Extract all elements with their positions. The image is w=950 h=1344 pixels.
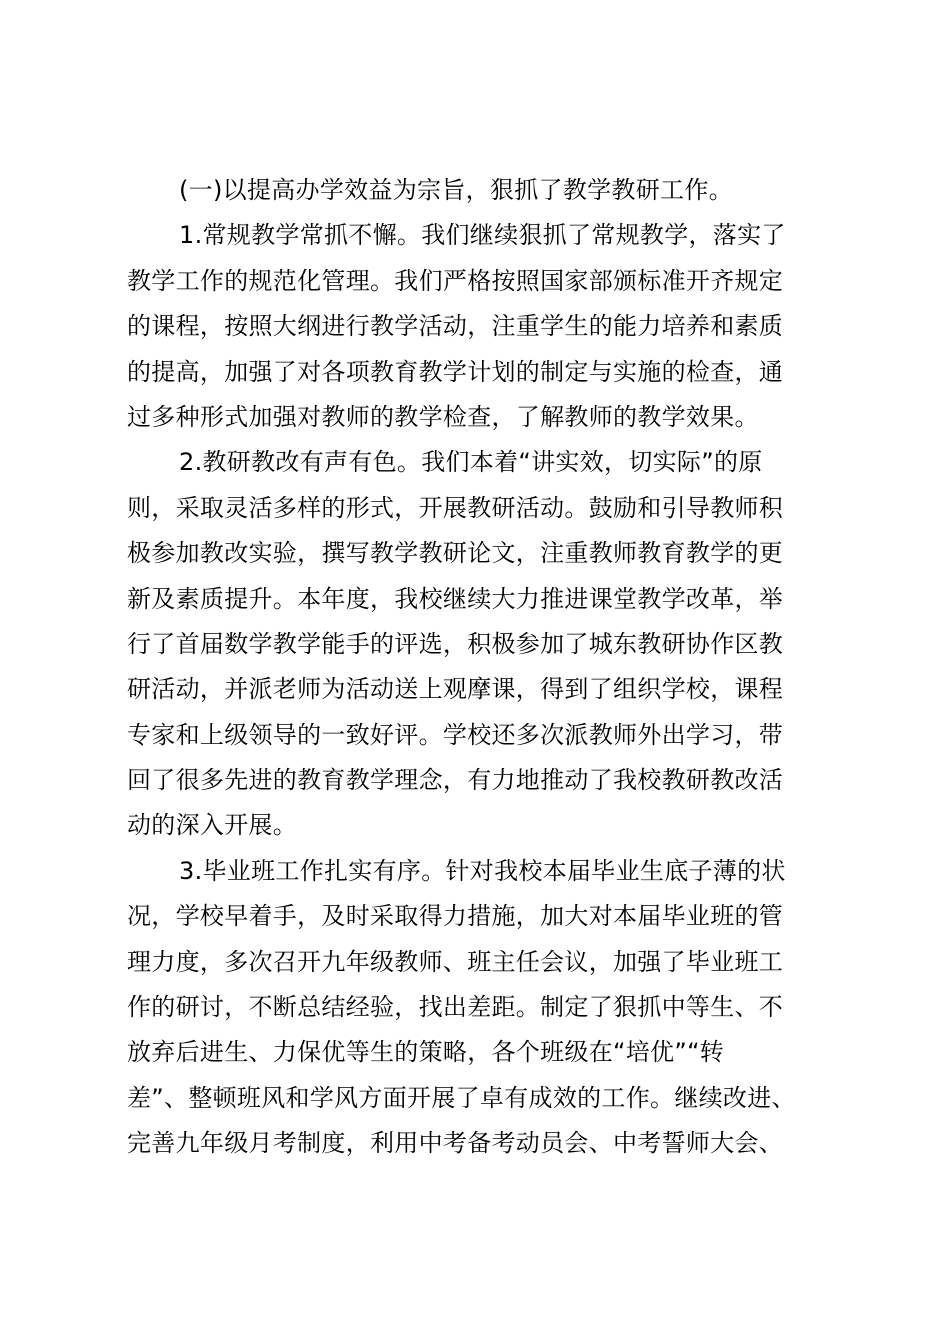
paragraph-1-line-3: 的课程，按照大纲进行教学活动，注重学生的能力培养和素质 bbox=[127, 312, 784, 341]
paragraph-1-line-1: 1.常规教学常抓不懈。我们继续狠抓了常规教学，落实了 bbox=[179, 221, 786, 250]
paragraph-2-line-6: 研活动，并派老师为活动送上观摩课，得到了组织学校，课程 bbox=[127, 675, 784, 704]
paragraph-3-line-2: 况，学校早着手，及时采取得力措施，加大对本届毕业班的管 bbox=[127, 902, 784, 931]
paragraph-2-line-8: 回了很多先进的教育教学理念，有力地推动了我校教研教改活 bbox=[127, 766, 784, 795]
paragraph-1-line-2: 教学工作的规范化管理。我们严格按照国家部颁标准开齐规定 bbox=[127, 266, 784, 295]
paragraph-3-line-4: 作的研讨，不断总结经验，找出差距。制定了狠抓中等生、不 bbox=[127, 993, 784, 1022]
paragraph-2-line-5: 行了首届数学教学能手的评选，积极参加了城东教研协作区教 bbox=[127, 629, 784, 658]
paragraph-1-line-5: 过多种形式加强对教师的教学检查，了解教师的教学效果。 bbox=[127, 402, 759, 431]
paragraph-3-line-7: 完善九年级月考制度，利用中考备考动员会、中考誓师大会、 bbox=[127, 1129, 784, 1158]
paragraph-2-line-1: 2.教研教改有声有色。我们本着“讲实效，切实际”的原 bbox=[179, 448, 763, 477]
paragraph-2-line-2: 则，采取灵活多样的形式，开展教研活动。鼓励和引导教师积 bbox=[127, 493, 784, 522]
paragraph-2-line-4: 新及素质提升。本年度，我校继续大力推进课堂教学改革，举 bbox=[127, 584, 784, 613]
section-heading: (一)以提高办学效益为宗旨，狠抓了教学教研工作。 bbox=[179, 176, 733, 204]
paragraph-3-line-5: 放弃后进生、力保优等生的策略，各个班级在“培优”“转 bbox=[127, 1038, 725, 1067]
paragraph-3-line-1: 3.毕业班工作扎实有序。针对我校本届毕业生底子薄的状 bbox=[179, 856, 786, 885]
paragraph-2-line-7: 专家和上级领导的一致好评。学校还多次派教师外出学习，带 bbox=[127, 720, 784, 749]
paragraph-3-line-3: 理力度，多次召开九年级教师、班主任会议，加强了毕业班工 bbox=[127, 947, 784, 976]
document-body bbox=[127, 168, 827, 1167]
paragraph-3-line-6: 差”、整顿班风和学风方面开展了卓有成效的工作。继续改进、 bbox=[127, 1083, 796, 1112]
paragraph-2-line-3: 极参加教改实验，撰写教学教研论文，注重教师教育教学的更 bbox=[127, 539, 784, 568]
paragraph-2-line-9: 动的深入开展。 bbox=[127, 811, 298, 840]
paragraph-1-line-4: 的提高，加强了对各项教育教学计划的制定与实施的检查，通 bbox=[127, 357, 784, 386]
